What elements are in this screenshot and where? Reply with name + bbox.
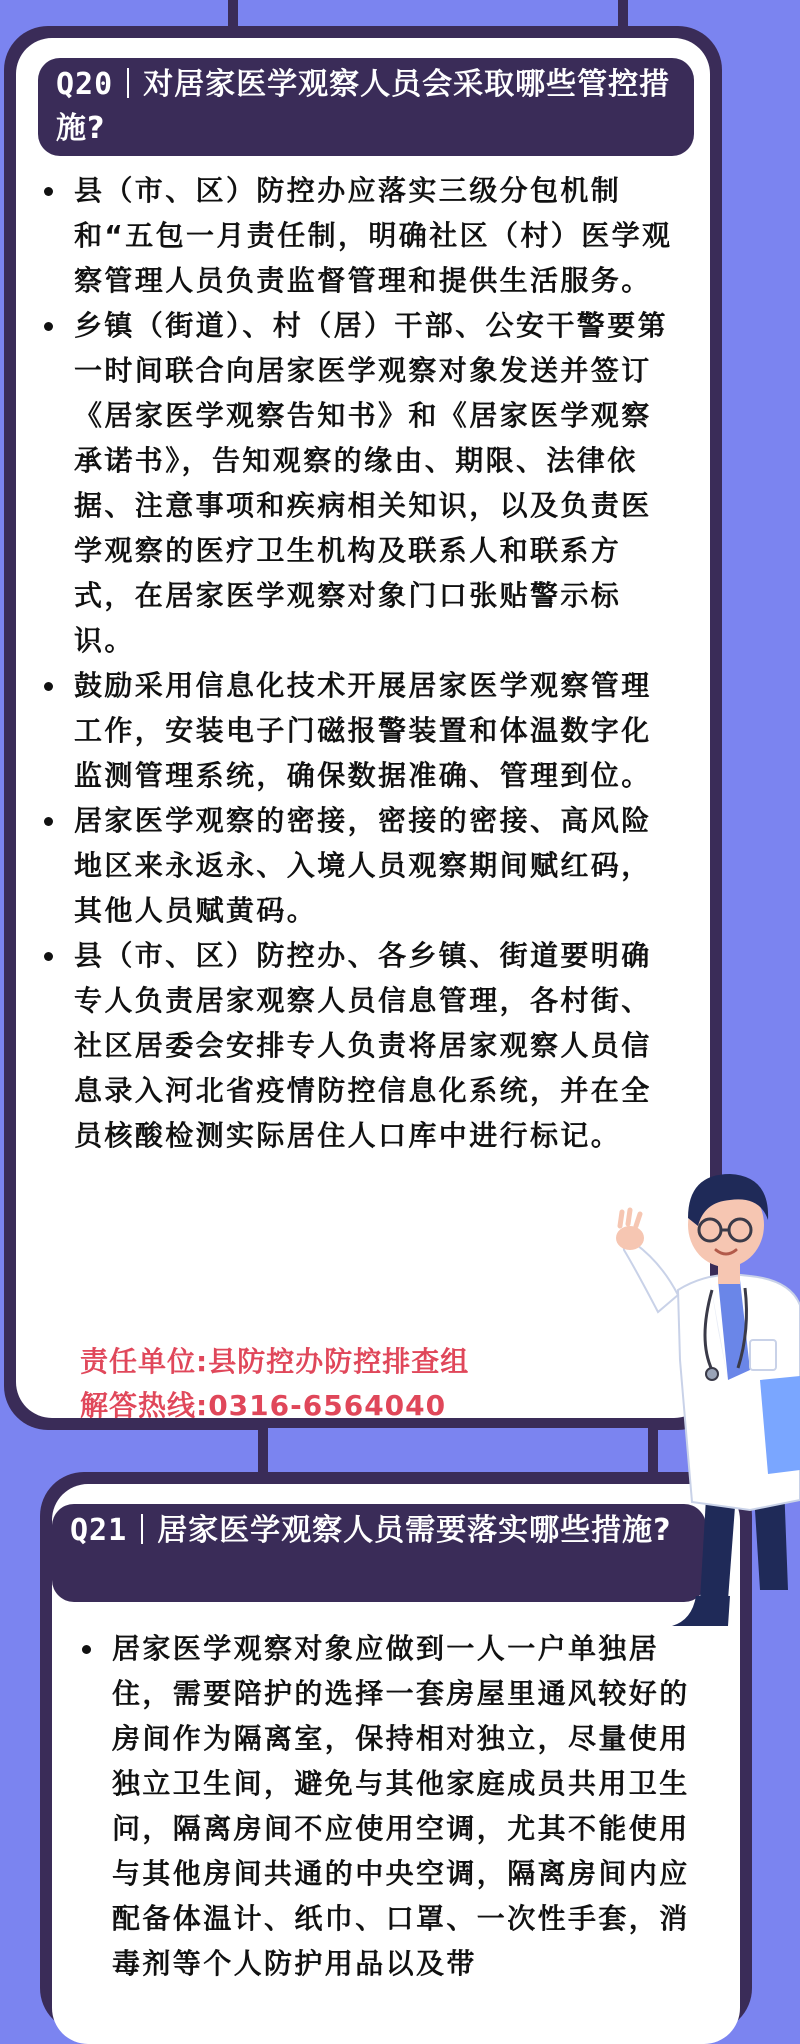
list-item: 县（市、区）防控办、各乡镇、街道要明确专人负责居家观察人员信息管理，各村街、社区居委会安排专人负责将居家观察人员信息录入河北省疫情防控信息化系统，并在全员核酸检测实际居住人口库中进行标记。 xyxy=(42,933,678,1158)
q20-number: Q20 xyxy=(56,67,114,102)
list-item: 县（市、区）防控办应落实三级分包机制和“五包一月责任制，明确社区（村）医学观察管理人员负责监督管理和提供生活服务。 xyxy=(42,168,678,303)
q21-separator xyxy=(141,1514,143,1544)
list-item: 乡镇（街道）、村（居）干部、公安干警要第一时间联合向居家医学观察对象发送并签订《居家医学观察告知书》和《居家医学观察承诺书》，告知观察的缘由、期限、法律依据、注意事项和疾病相关知识，以及负责医学观察的医疗卫生机构及联系人和联系方式，在居家医学观察对象门口张贴警示标识。 xyxy=(42,303,678,663)
list-item: 居家医学观察的密接，密接的密接、高风险地区来永返永、入境人员观察期间赋红码，其他人员赋黄码。 xyxy=(42,798,678,933)
q21-title: 居家医学观察人员需要落实哪些措施? xyxy=(157,1513,672,1548)
q20-bullet-list xyxy=(42,168,678,1158)
q20-separator xyxy=(127,68,129,98)
list-item: 居家医学观察对象应做到一人一户单独居住，需要陪护的选择一套房屋里通风较好的房间作为隔离室，保持相对独立，尽量使用独立卫生间，避免与其他家庭成员共用卫生问，隔离房间不应使用空调，尤其不能使用与其他房间共通的中央空调，隔离房间内应配备体温计、纸巾、口罩、一次性手套，消毒剂等个人防护用品以及带 xyxy=(80,1626,710,1986)
list-item: 鼓励采用信息化技术开展居家医学观察管理工作，安装电子门磁报警装置和体温数字化监测管理系统，确保数据准确、管理到位。 xyxy=(42,663,678,798)
doctor-illustration-icon xyxy=(600,1130,800,1650)
q20-title: 对居家医学观察人员会采取哪些管控措施? xyxy=(56,67,671,146)
q21-number: Q21 xyxy=(70,1513,128,1548)
q20-hotline: 解答热线:0316-6564040 xyxy=(80,1389,447,1422)
q20-responsible-unit: 责任单位:县防控办防控排查组 xyxy=(80,1345,470,1378)
q20-header xyxy=(38,58,694,156)
q21-bullet-list xyxy=(80,1626,710,1986)
